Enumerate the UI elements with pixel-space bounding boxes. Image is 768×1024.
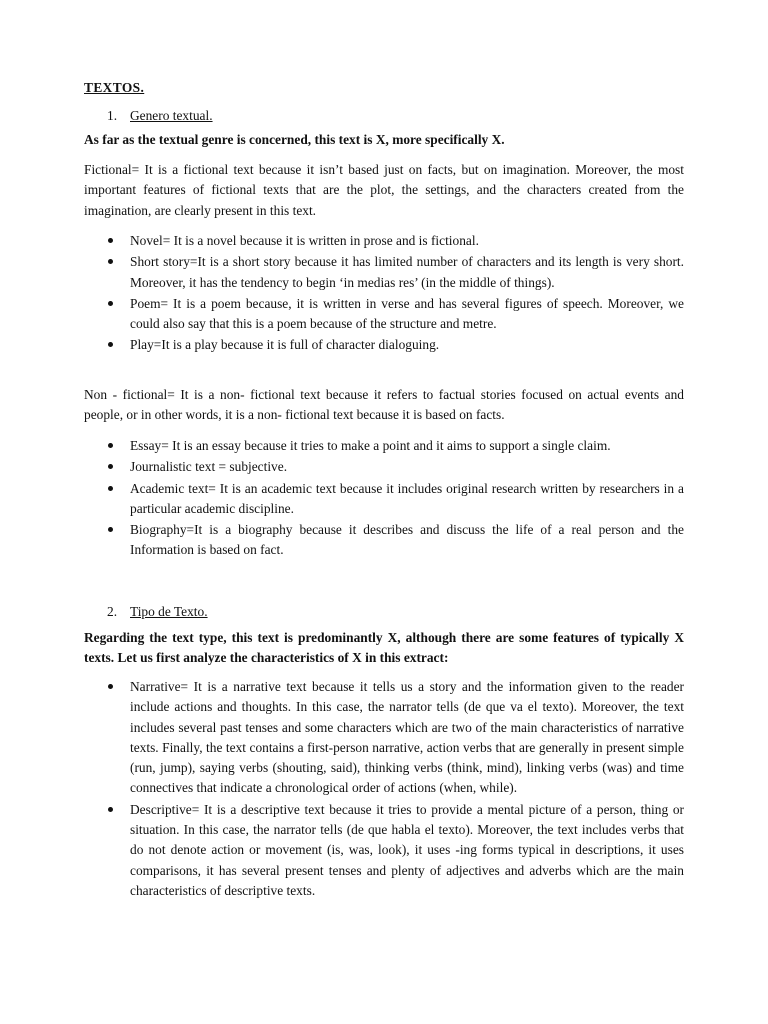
list-item-short-story: Short story=It is a short story because it has limited number of characters and its length is very short. Moreover, it has the tendency to begin ‘in medias res’ (in the middle of things). <box>108 252 684 293</box>
genre-lead-statement: As far as the textual genre is concerned, this text is X, more specifically X. <box>84 132 505 147</box>
section-heading-genero <box>107 106 213 126</box>
bullet-icon <box>108 238 113 243</box>
list-item-journalistic: Journalistic text = subjective. <box>108 457 684 477</box>
bullet-icon <box>108 807 113 812</box>
list-item-novel: Novel= It is a novel because it is written in prose and is fictional. <box>108 231 684 251</box>
bullet-icon <box>108 486 113 491</box>
list-item-biography: Biography=It is a biography because it describes and discuss the life of a real person and the Information is based on fact. <box>108 520 684 561</box>
bullet-icon <box>108 259 113 264</box>
bullet-icon <box>108 464 113 469</box>
document-title: TEXTOS. <box>84 80 145 95</box>
text-type-list <box>108 677 684 902</box>
fictional-paragraph: Fictional= It is a fictional text because it isn’t based just on facts, but on imagination. Moreover, the most important features of fictional texts that are the plot, the settings, and the characters created from the imagination, are clearly present in this text. <box>84 162 684 218</box>
list-item-play: Play=It is a play because it is full of character dialoguing. <box>108 335 684 355</box>
non-fictional-paragraph: Non - fictional= It is a non- fictional text because it refers to factual stories focused on actual events and people, or in other words, it is a non- fictional text because it is based on facts. <box>84 387 684 423</box>
bullet-icon <box>108 443 113 448</box>
list-item-poem: Poem= It is a poem because, it is written in verse and has several figures of speech. Moreover, we could also say that this is a poem because of the structure and metre. <box>108 294 684 335</box>
list-item-essay: Essay= It is an essay because it tries to make a point and it aims to support a single claim. <box>108 436 684 456</box>
bullet-icon <box>108 301 113 306</box>
non-fictional-genre-list <box>108 436 684 562</box>
list-item-academic: Academic text= It is an academic text because it includes original research written by researchers in a particular academic discipline. <box>108 479 684 520</box>
list-item-narrative: Narrative= It is a narrative text because it tells us a story and the information given to the reader include actions and thoughts. In this case, the narrator tells (de que va el texto). Moreover, the text includes several past tenses and some characters which are two of the main characteristics of narrative texts. Finally, the text contains a first-person narrative, action verbs that are generally in present simple (run, jump), saying verbs (shouting, said), thinking verbs (think, mind), linking verbs (was) and time connectives that indicate a chronological order of actions (when, while). <box>108 677 684 799</box>
section-title: Genero textual. <box>130 108 213 123</box>
section-heading-tipo <box>107 602 208 622</box>
fictional-genre-list <box>108 231 684 357</box>
text-type-lead-statement: Regarding the text type, this text is predominantly X, although there are some features of typically X texts. Let us first analyze the characteristics of X in this extract: <box>84 630 684 666</box>
section-number: 2. <box>107 604 118 619</box>
bullet-icon <box>108 527 113 532</box>
section-number: 1. <box>107 108 118 123</box>
section-title: Tipo de Texto. <box>130 604 208 619</box>
list-item-descriptive: Descriptive= It is a descriptive text because it tries to provide a mental picture of a person, thing or situation. In this case, the narrator tells (de que habla el texto). Moreover, the text includes verbs that do not denote action or movement (is, was, look), it uses -ing forms typical in descriptions, it uses comparisons, it has several present tenses and plenty of adjectives and adverbs which are the main characteristics of descriptive texts. <box>108 800 684 901</box>
bullet-icon <box>108 342 113 347</box>
bullet-icon <box>108 684 113 689</box>
